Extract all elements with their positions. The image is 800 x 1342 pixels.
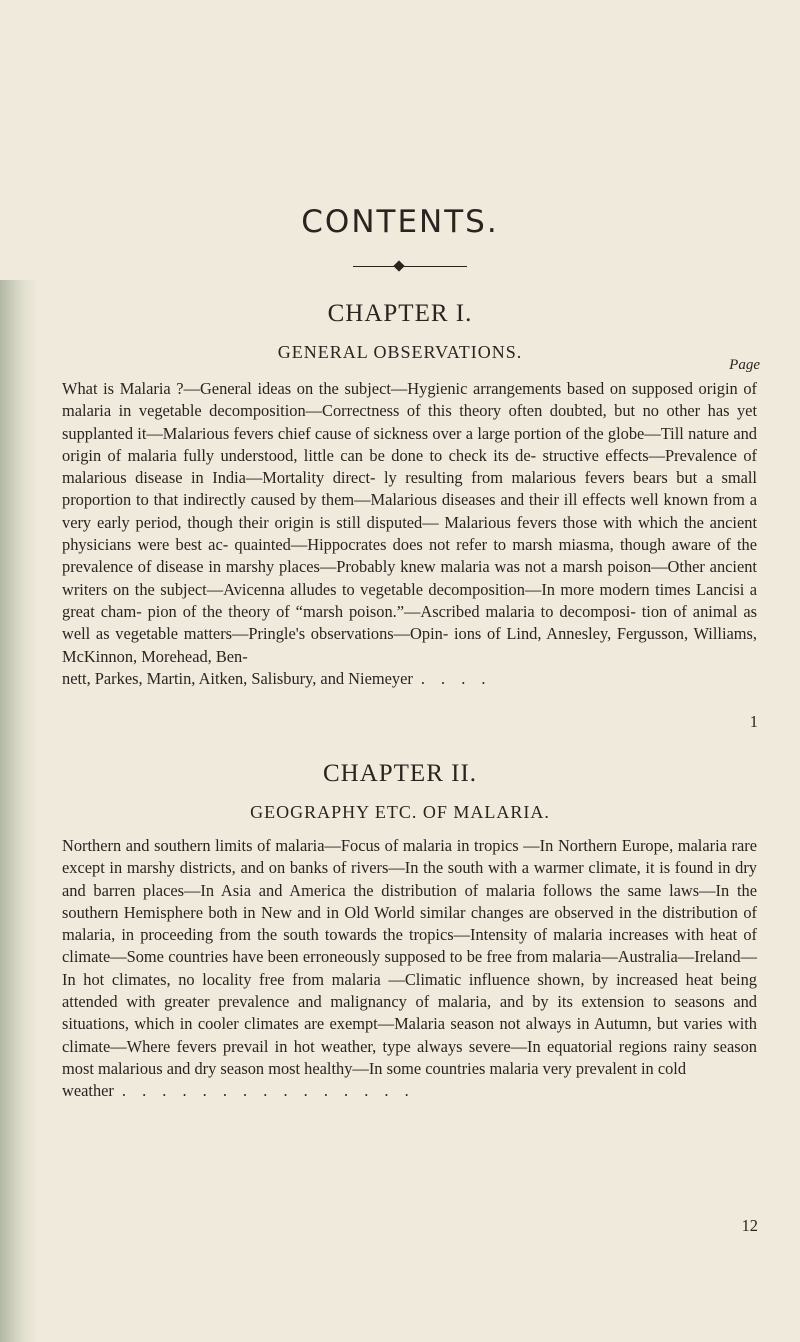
page-column-label: Page: [729, 357, 760, 373]
diamond-icon: [393, 260, 404, 271]
chapter-2-leader-dots: . . . . . . . . . . . . . . .: [121, 1081, 415, 1101]
chapter-2-page-number: 12: [741, 1216, 758, 1235]
chapter-2-subheading: GEOGRAPHY ETC. OF MALARIA.: [250, 802, 550, 822]
chapter-2-last-line: [62, 1080, 757, 1102]
contents-title: CONTENTS.: [301, 204, 499, 240]
chapter-1-summary-text: What is Malaria ?—General ideas on the subject—Hygienic arrangements based on supposed origin of malaria in vegetable decomposition—Correctness of this theory often doubted, but no other has yet supplanted it—Malarious fevers chief cause of sickness over a large portion of the globe—Till nature and origin of malaria fully understood, little can be done to check its de- structive effects—Prevalence of malarious disease in India—Mortality direct- ly resulting from malarious fevers bears but a small proportion to that indirectly caused by them—Malarious diseases and their ill effects well known from a very early period, though their origin is still disputed— Malarious fevers those with which the ancient physicians were best ac- quainted—Hippocrates does not refer to marsh miasma, though aware of the prevalence of disease in marshy places—Probably knew malaria was not a marsh poison—Other ancient writers on the subject—Avicenna alludes to vegetable decomposition—In more modern times Lancisi a great cham- pion of the theory of “marsh poison.”—Ascribed malaria to decomposi- tion of animal as well as vegetable matters—Pringle's observations—Opin- ions of Lind, Annesley, Fergusson, Williams, McKinnon, Morehead, Ben-: [62, 379, 757, 666]
chapter-1-subheading: GENERAL OBSERVATIONS.: [277, 342, 523, 362]
title-ornament: [353, 260, 467, 272]
ornament-rule: [353, 266, 467, 267]
chapter-1-leader-dots: . . . .: [420, 668, 492, 688]
chapter-2-summary: [62, 835, 757, 1103]
chapter-2-last-line-text: weather: [62, 1081, 114, 1101]
chapter-1-page-number: 1: [749, 712, 758, 731]
chapter-1-heading: CHAPTER I.: [327, 300, 473, 327]
chapter-2-heading: CHAPTER II.: [322, 760, 478, 787]
chapter-1-last-line: [62, 668, 757, 690]
chapter-1-summary: [62, 378, 757, 690]
chapter-2-summary-text: Northern and southern limits of malaria—Focus of malaria in tropics —In Northern Europe, malaria rare except in marshy districts, and on banks of rivers—In the south with a warmer climate, it is found in dry and barren places—In Asia and America the distribution of malaria follows the same laws—In the southern Hemisphere both in New and in Old World similar changes are observed in the distribution of malaria, in proceeding from the south towards the tropics—Intensity of malaria increases with heat of climate—Some countries have been erroneously supposed to be free from malaria—Australia—Ireland—In hot climates, no locality free from malaria —Climatic influence shown, by increased heat being attended with greater prevalence and malignancy of malaria, and by its extension to seasons and situations, which in cooler climates are exempt—Malaria season not always in Autumn, but varies with climate—Where fevers prevail in hot weather, type always severe—In equatorial regions rainy season most malarious and dry season most healthy—In some countries malaria very prevalent in cold: [62, 836, 757, 1078]
chapter-1-last-line-text: nett, Parkes, Martin, Aitken, Salisbury, and Niemeyer: [62, 668, 413, 688]
